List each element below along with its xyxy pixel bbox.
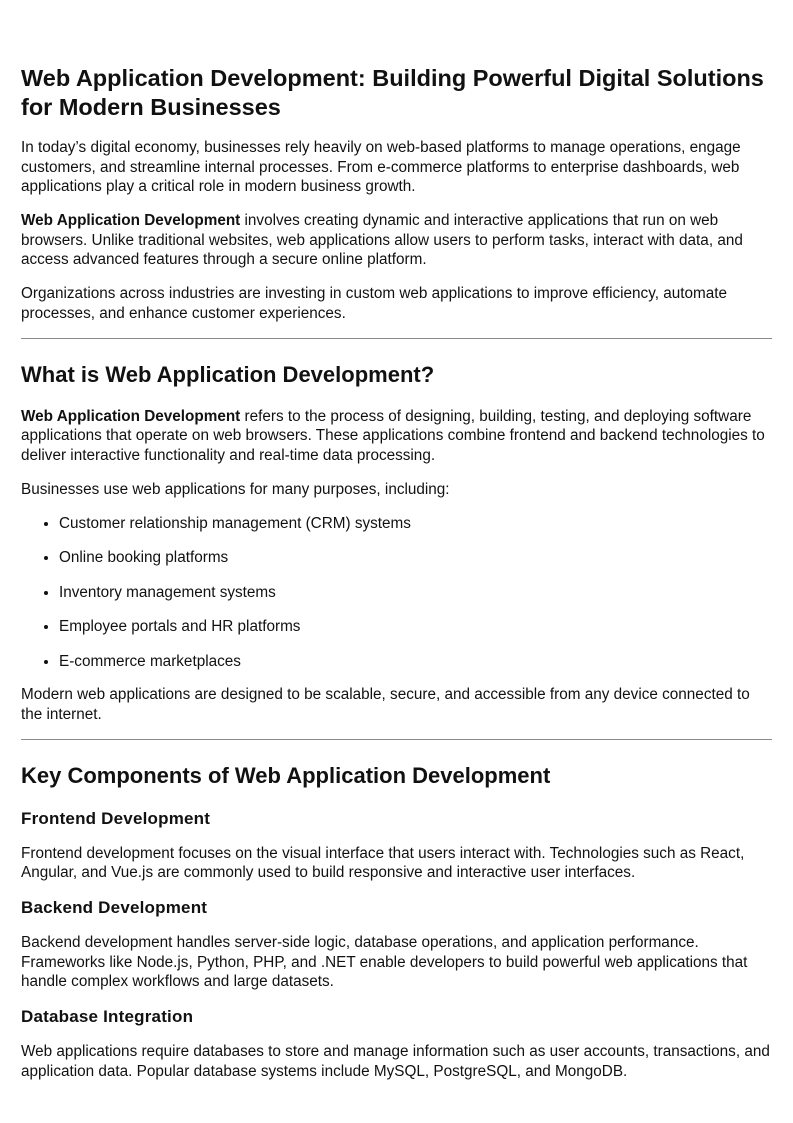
use-case-list — [21, 514, 772, 672]
section-2-heading: Key Components of Web Application Development — [21, 762, 551, 788]
section-1-paragraph-1-bold: Web Application Development — [21, 407, 241, 425]
section-1-heading: What is Web Application Development? — [21, 361, 435, 387]
intro-paragraph-2-text: involves creating dynamic and interactive applications that run on web browsers. Unlike traditional websites, web applications allow users to perform tasks, interact with data, and access advanced features through a secure online platform. — [21, 212, 743, 268]
database-heading: Database Integration — [21, 1007, 194, 1026]
section-1-paragraph-2: Businesses use web applications for many purposes, including: — [21, 480, 450, 498]
intro-paragraph-2 — [21, 211, 772, 270]
intro-paragraph-2-bold: Web Application Development — [21, 212, 241, 229]
list-item: • Customer relationship management (CRM) systems — [59, 514, 772, 534]
intro-paragraph-3: Organizations across industries are investing in custom web applications to improve efficiency, automate processes, and enhance customer experiences. — [21, 285, 727, 322]
backend-heading: Backend Development — [21, 898, 208, 917]
intro-paragraph-1: In today’s digital economy, businesses rely heavily on web-based platforms to manage operations, engage customers, and streamline internal processes. From e-commerce platforms to enterprise dashboards, web applications play a critical role in modern business growth. — [21, 139, 741, 195]
section-1-paragraph-1 — [21, 407, 772, 466]
section-1-paragraph-3: Modern web applications are designed to be scalable, secure, and accessible from any device connected to the internet. — [21, 686, 750, 723]
section-divider-2 — [21, 739, 772, 740]
section-divider-1 — [21, 338, 772, 339]
list-item: • E-commerce marketplaces — [59, 652, 772, 672]
backend-paragraph: Backend development handles server-side logic, database operations, and application performance. Frameworks like Node.js, Python, PHP, and .NET enable developers to build powerful web applications that handle complex workflows and large datasets. — [21, 934, 748, 990]
section-1-paragraph-1-text: refers to the process of designing, building, testing, and deploying software applications that operate on web browsers. These applications combine frontend and backend technologies to deliver interactive functionality and real-time data processing. — [21, 407, 765, 464]
database-paragraph: Web applications require databases to store and manage information such as user accounts, transactions, and application data. Popular database systems include MySQL, PostgreSQL, and MongoDB. — [21, 1043, 770, 1080]
page-title: Web Application Development: Building Powerful Digital Solutions for Modern Businesses — [21, 65, 764, 120]
list-item: • Employee portals and HR platforms — [59, 617, 772, 637]
list-item: • Online booking platforms — [59, 548, 772, 568]
frontend-heading: Frontend Development — [21, 808, 211, 828]
list-item: • Inventory management systems — [59, 583, 772, 603]
frontend-paragraph: Frontend development focuses on the visual interface that users interact with. Technologies such as React, Angular, and Vue.js are commonly used to build responsive and interactive user interfaces. — [21, 844, 745, 881]
